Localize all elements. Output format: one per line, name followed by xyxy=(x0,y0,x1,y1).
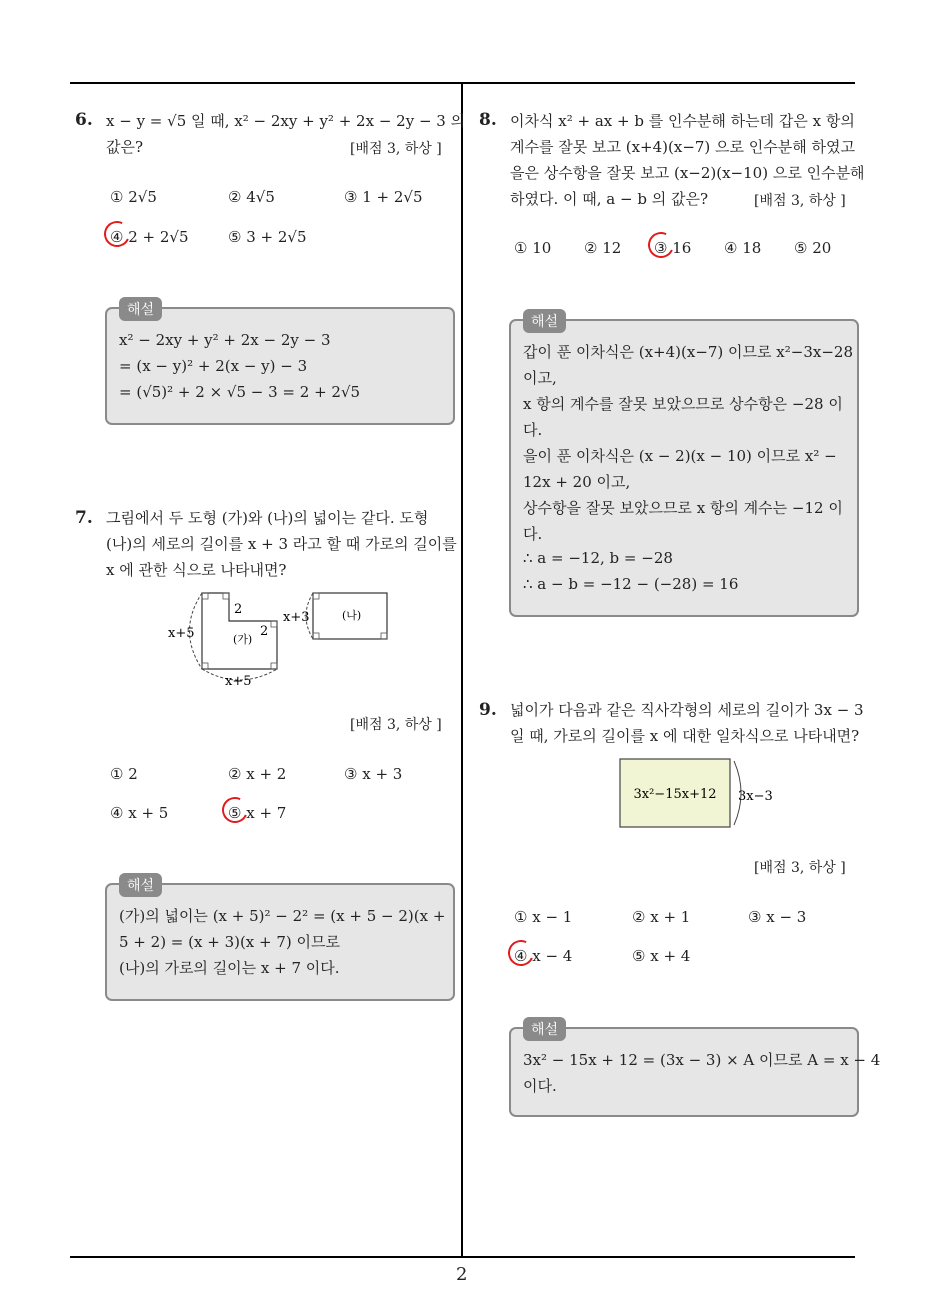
choice-4[interactable]: ④ x + 5 xyxy=(110,804,169,822)
solution-line: 갑이 푼 이차식은 (x+4)(x−7) 이므로 x²−3x−28 xyxy=(523,343,853,361)
choice-1[interactable]: ① 10 xyxy=(514,239,552,257)
question-number: 6. xyxy=(75,110,93,130)
solution-tag: 해설 xyxy=(119,873,162,897)
side-label: 3x−3 xyxy=(738,789,773,804)
shapes-figure xyxy=(165,585,395,695)
solution-line: 5 + 2) = (x + 3)(x + 7) 이므로 xyxy=(119,933,341,951)
solution-line: = (x − y)² + 2(x − y) − 3 xyxy=(119,357,308,375)
area-label: 3x²−15x+12 xyxy=(633,787,717,802)
choice-2[interactable]: ② 4√5 xyxy=(228,188,275,206)
corner-mark xyxy=(271,621,277,627)
choice-1[interactable]: ① 2 xyxy=(110,765,138,783)
solution-line: (나)의 가로의 길이는 x + 7 이다. xyxy=(119,959,340,977)
question-text: 값은? xyxy=(106,138,144,156)
shape-b-height-label: x+3 xyxy=(283,610,310,625)
score-label: [배점 3, 하상 ] xyxy=(754,860,846,876)
solution-box xyxy=(509,314,859,617)
choice-5[interactable]: ⑤ 20 xyxy=(794,239,832,257)
choice-2[interactable]: ② 12 xyxy=(584,239,622,257)
corner-mark xyxy=(223,593,229,599)
choice-1[interactable]: ① x − 1 xyxy=(514,908,573,926)
question-text: 그림에서 두 도형 (가)와 (나)의 넓이는 같다. 도형 xyxy=(106,509,429,527)
solution-line: 다. xyxy=(523,421,543,439)
question-text: x 에 관한 식으로 나타내면? xyxy=(106,561,287,579)
solution-line: 3x² − 15x + 12 = (3x − 3) × A 이므로 A = x − 4 xyxy=(523,1051,881,1069)
score-label: [배점 3, 하상 ] xyxy=(350,141,442,157)
choice-1[interactable]: ① 2√5 xyxy=(110,188,157,206)
score-label: [배점 3, 하상 ] xyxy=(754,193,846,209)
question-number: 9. xyxy=(479,700,497,720)
bottom-rule xyxy=(70,1256,855,1258)
choice-5[interactable]: ⑤ 3 + 2√5 xyxy=(228,228,307,246)
solution-line: x² − 2xy + y² + 2x − 2y − 3 xyxy=(119,331,331,349)
rectangle-figure xyxy=(590,755,790,835)
choice-3[interactable]: ③ 1 + 2√5 xyxy=(344,188,423,206)
solution-box xyxy=(105,878,455,1001)
question-text: x − y = √5 일 때, x² − 2xy + y² + 2x − 2y − 3 의 xyxy=(106,112,466,130)
corner-mark xyxy=(381,633,387,639)
solution-tag: 해설 xyxy=(523,1017,566,1041)
notch-label-1: 2 xyxy=(234,602,243,617)
solution-tag: 해설 xyxy=(523,309,566,333)
solution-line: x 항의 계수를 잘못 보았으므로 상수항은 −28 이 xyxy=(523,395,843,413)
corner-mark xyxy=(202,663,208,669)
solution-line: = (√5)² + 2 × √5 − 3 = 2 + 2√5 xyxy=(119,383,361,401)
solution-line: 12x + 20 이고, xyxy=(523,473,631,491)
solution-line: ∴ a = −12, b = −28 xyxy=(523,549,673,567)
solution-line: 이다. xyxy=(523,1077,557,1095)
page-number: 2 xyxy=(456,1264,468,1285)
solution-line: ∴ a − b = −12 − (−28) = 16 xyxy=(523,575,739,593)
choice-4[interactable]: ④ 2 + 2√5 xyxy=(110,228,189,246)
question-text: 계수를 잘못 보고 (x+4)(x−7) 으로 인수분해 하였고 xyxy=(510,138,856,156)
solution-tag: 해설 xyxy=(119,297,162,321)
question-text: 일 때, 가로의 길이를 x 에 대한 일차식으로 나타내면? xyxy=(510,727,860,745)
corner-mark xyxy=(271,663,277,669)
solution-line: 이고, xyxy=(523,369,557,387)
solution-line: 다. xyxy=(523,525,543,543)
choice-5[interactable]: ⑤ x + 7 xyxy=(228,804,287,822)
solution-line: 을이 푼 이차식은 (x − 2)(x − 10) 이므로 x² − xyxy=(523,447,837,465)
corner-mark xyxy=(313,633,319,639)
column-divider xyxy=(461,82,463,1258)
solution-box xyxy=(105,302,455,425)
question-text: 하였다. 이 때, a − b 의 값은? xyxy=(510,190,708,208)
question-number: 7. xyxy=(75,508,93,528)
solution-line: 상수항을 잘못 보았으므로 x 항의 계수는 −12 이 xyxy=(523,499,843,517)
choice-3[interactable]: ③ x + 3 xyxy=(344,765,403,783)
question-text: 이차식 x² + ax + b 를 인수분해 하는데 갑은 x 항의 xyxy=(510,112,855,130)
question-text: 을은 상수항을 잘못 보고 (x−2)(x−10) 으로 인수분해 xyxy=(510,164,865,182)
shape-b-label: (나) xyxy=(342,609,362,622)
corner-mark xyxy=(202,593,208,599)
notch-label-2: 2 xyxy=(260,624,269,639)
question-text: 넓이가 다음과 같은 직사각형의 세로의 길이가 3x − 3 xyxy=(510,701,864,719)
question-text: (나)의 세로의 길이를 x + 3 라고 할 때 가로의 길이를 xyxy=(106,535,457,553)
solution-line: (가)의 넓이는 (x + 5)² − 2² = (x + 5 − 2)(x + xyxy=(119,907,446,925)
question-number: 8. xyxy=(479,110,497,130)
bottom-label: x+5 xyxy=(225,674,252,689)
choice-2[interactable]: ② x + 1 xyxy=(632,908,691,926)
score-label: [배점 3, 하상 ] xyxy=(350,717,442,733)
solution-box xyxy=(509,1022,881,1117)
choice-5[interactable]: ⑤ x + 4 xyxy=(632,947,691,965)
choice-3[interactable]: ③ 16 xyxy=(654,239,692,257)
shape-a-label: (가) xyxy=(233,633,253,646)
choice-3[interactable]: ③ x − 3 xyxy=(748,908,807,926)
choice-4[interactable]: ④ 18 xyxy=(724,239,762,257)
choice-2[interactable]: ② x + 2 xyxy=(228,765,287,783)
choice-4[interactable]: ④ x − 4 xyxy=(514,947,573,965)
corner-mark xyxy=(313,593,319,599)
left-label: x+5 xyxy=(168,626,195,641)
